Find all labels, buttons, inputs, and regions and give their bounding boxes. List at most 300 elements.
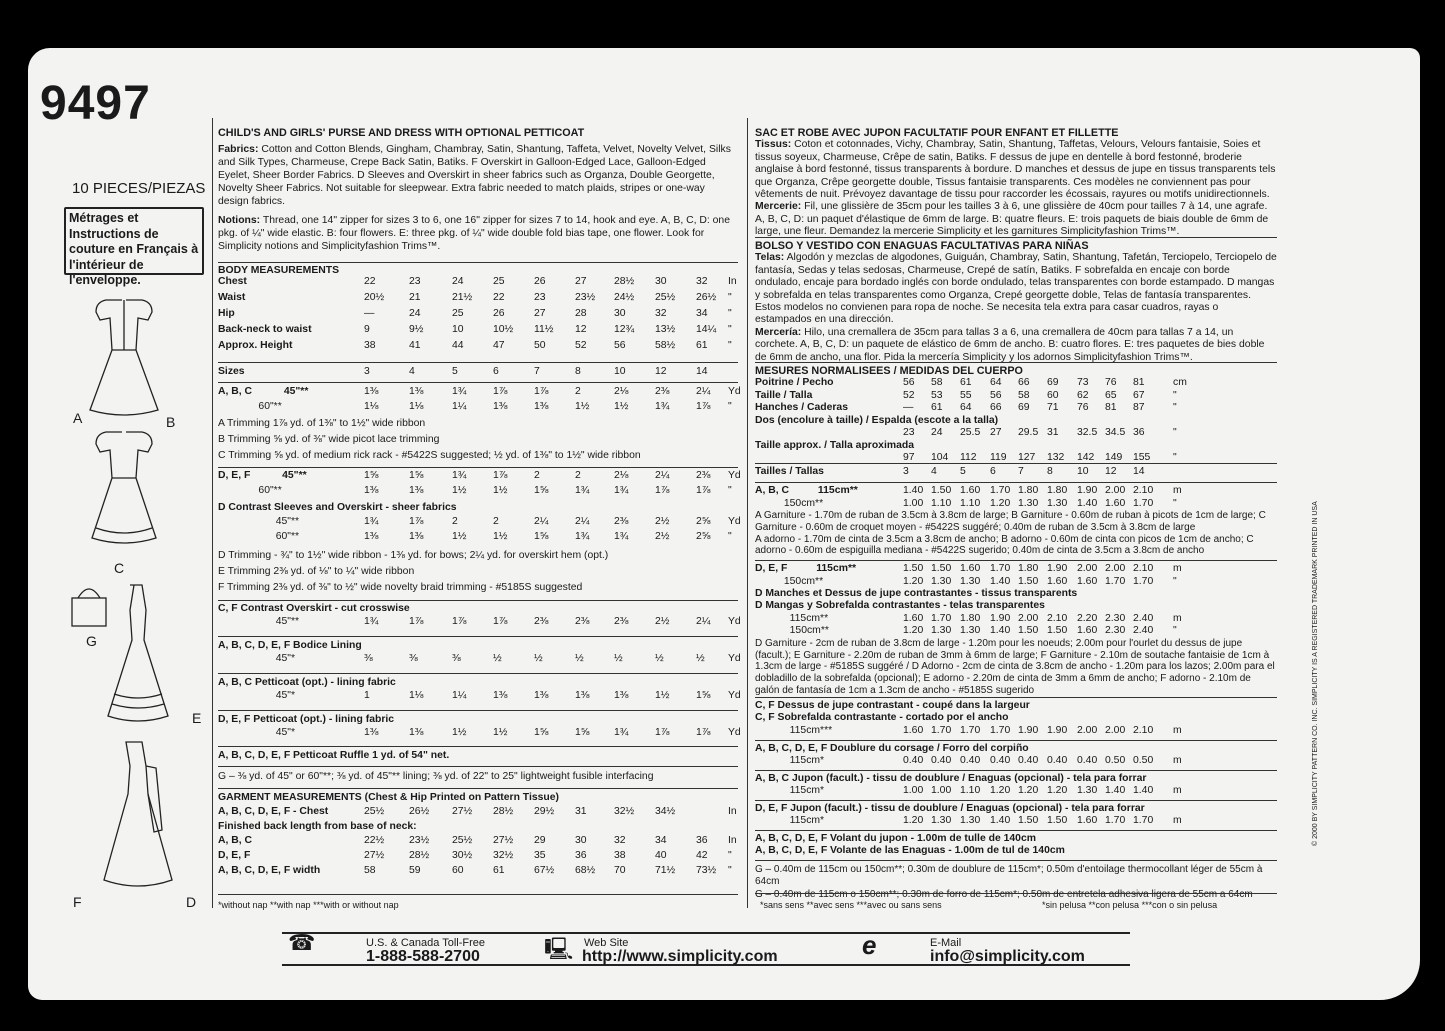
cell-value: 36 bbox=[575, 850, 587, 861]
cell-value: 2.30 bbox=[1105, 625, 1126, 637]
cell-value: 10 bbox=[1077, 466, 1089, 477]
cell-value: 1⅜ bbox=[534, 401, 549, 412]
table-row bbox=[755, 755, 1277, 768]
table-row bbox=[218, 516, 741, 531]
cell-value: 1⅞ bbox=[409, 516, 424, 527]
cell-value: 52 bbox=[903, 389, 915, 401]
cell-value: 0.40 bbox=[1047, 755, 1068, 767]
cell-unit: Yd bbox=[728, 727, 741, 738]
cell-value: 13½ bbox=[655, 324, 676, 335]
table-row bbox=[755, 466, 1277, 479]
cell-value: 32½ bbox=[614, 806, 635, 817]
cell-value: 1.70 bbox=[1105, 815, 1126, 827]
table-row bbox=[218, 835, 738, 850]
cell-value: 1⅞ bbox=[493, 386, 508, 397]
table-row bbox=[755, 377, 1277, 390]
cell-value: 2⅜ bbox=[614, 516, 629, 527]
cell-value: 0.40 bbox=[1018, 755, 1039, 767]
cell-unit: " bbox=[1173, 625, 1177, 637]
cell-value: 14¼ bbox=[696, 324, 717, 335]
cell-value: 1⅞ bbox=[696, 485, 711, 496]
metric-volant: A, B, C, D, E, F Volant du jupon - 1.00m de tulle de 140cm A, B, C, D, E, F Volante de las Enaguas - 1.00m de tul de 140cm bbox=[755, 833, 1065, 857]
cell-value: 1⅝ bbox=[534, 727, 549, 738]
cell-value: 24 bbox=[409, 308, 421, 319]
row-label: 115cm* bbox=[755, 785, 825, 797]
cell-value: 1.50 bbox=[903, 563, 924, 574]
cell-value: 61 bbox=[493, 865, 505, 876]
cell-value: 1¾ bbox=[575, 531, 590, 542]
cell-value: 23 bbox=[903, 427, 915, 439]
cell-value: 1.70 bbox=[990, 563, 1011, 574]
cell-value: 26 bbox=[493, 308, 505, 319]
cell-value: 1.00 bbox=[931, 785, 952, 797]
cell-value: 34 bbox=[655, 835, 667, 846]
cell-value: 155 bbox=[1133, 452, 1151, 464]
cell-value: 1⅜ bbox=[364, 727, 379, 738]
cell-value: 1⅞ bbox=[452, 616, 467, 627]
cell-unit: " bbox=[728, 401, 732, 412]
metric-jabc: A, B, C Jupon (facult.) - tissu de doublure / Enaguas (opcional) - tela para forrar 115cm* 1.00 1.00 1.10 1.20 1.20 1.20 1.30 1.40 1.40 m bbox=[755, 773, 1277, 798]
cell-value: 0.40 bbox=[990, 755, 1011, 767]
cell-value: 1⅜ bbox=[409, 386, 424, 397]
cell-value: 25 bbox=[452, 308, 464, 319]
cell-value: 32 bbox=[696, 276, 708, 287]
cell-value: 1.20 bbox=[1018, 785, 1039, 797]
cell-value: 28½ bbox=[409, 850, 430, 861]
cell-value: 2⅜ bbox=[614, 616, 629, 627]
cell-value: 25 bbox=[493, 276, 505, 287]
cell-value: 36 bbox=[696, 835, 708, 846]
cell-value: 0.40 bbox=[931, 755, 952, 767]
cell-value: 0.50 bbox=[1133, 755, 1154, 767]
row-label: Back-neck to waist bbox=[218, 324, 312, 335]
row-label: A, B, C bbox=[218, 835, 253, 846]
cell-value: 60 bbox=[452, 865, 464, 876]
cell-unit: m bbox=[1173, 485, 1182, 496]
cell-value: 27½ bbox=[452, 806, 473, 817]
cell-unit: " bbox=[728, 850, 732, 861]
cell-value: 36 bbox=[1133, 427, 1145, 439]
cell-value: 1½ bbox=[575, 401, 590, 412]
cell-value: 34 bbox=[696, 308, 708, 319]
cell-value: 20½ bbox=[364, 292, 385, 303]
cell-unit: " bbox=[728, 324, 732, 335]
cell-unit: " bbox=[728, 308, 732, 319]
dress-illustrations bbox=[34, 280, 218, 900]
cell-value: 104 bbox=[931, 452, 949, 464]
trims-def: D Trimming - ¾" to 1½" wide ribbon - 1⅜ yd. for bows; 2¼ yd. for overskirt hem (opt.) E Trimming 2⅜ yd. of ⅛" to ¼" wide ribbon F Trimming 2⅜ yd. of ⅜" to ½" wide novelty braid trimming - #5185S suggested bbox=[218, 550, 609, 593]
figure-label-c: C bbox=[114, 560, 125, 576]
cell-value: 58 bbox=[364, 865, 376, 876]
cell-value: 1⅝ bbox=[364, 470, 379, 481]
cell-unit: Yd bbox=[728, 516, 741, 527]
garment-measurements: GARMENT MEASUREMENTS (Chest & Hip Printed on Pattern Tissue) A, B, C, D, E, F - Chest 25½ 26½ 27½ 28½ 29½ 31 32½ 34½ In Finished back length from base of neck: A, B, C 22½ 23½ 25½ 27½ 29 30 32 34 36 In D, E, F 27½ 28½ 30½ 32½ 35 36 38 40 42 " A, B, C, D, E, F width 58 59 60 61 67½ 68½ 70 71½ 73½ " bbox=[218, 792, 738, 880]
cell-value: 64 bbox=[960, 402, 972, 414]
cell-value: 9 bbox=[364, 324, 370, 335]
cell-value: 1.10 bbox=[960, 497, 981, 509]
cell-value: 76 bbox=[1077, 402, 1089, 414]
row-label: Approx. Height bbox=[218, 340, 293, 351]
cell-value: 25½ bbox=[655, 292, 676, 303]
cell-value: 1.40 bbox=[990, 625, 1011, 637]
cell-value: 1.20 bbox=[990, 497, 1011, 509]
cell-value: ⅜ bbox=[364, 653, 373, 664]
cell-value: 71½ bbox=[655, 865, 676, 876]
table-row bbox=[218, 653, 741, 668]
cell-value: 41 bbox=[409, 340, 421, 351]
cell-value: 1¾ bbox=[614, 485, 629, 496]
cell-unit: Yd bbox=[728, 690, 741, 701]
cell-value: — bbox=[364, 308, 375, 319]
cell-value: 66 bbox=[990, 402, 1002, 414]
cell-value: 32 bbox=[655, 308, 667, 319]
cell-value: 1.80 bbox=[1047, 485, 1068, 496]
cell-value: 1⅞ bbox=[534, 386, 549, 397]
cell-value: 2.10 bbox=[1133, 563, 1154, 574]
cell-value: 2¼ bbox=[534, 516, 549, 527]
cell-value: 28½ bbox=[614, 276, 635, 287]
cell-unit: m bbox=[1173, 724, 1182, 736]
cell-value: 1.80 bbox=[960, 612, 981, 624]
cell-value: 7 bbox=[534, 366, 540, 377]
table-row bbox=[218, 324, 738, 340]
cell-value: 7 bbox=[1018, 466, 1024, 477]
cell-value: 1.40 bbox=[990, 815, 1011, 827]
table-row bbox=[755, 725, 1277, 738]
row-label: 60"** bbox=[218, 485, 282, 496]
cell-value: 1¼ bbox=[452, 690, 467, 701]
cell-value: 1¾ bbox=[364, 616, 379, 627]
cell-value: 69 bbox=[1018, 402, 1030, 414]
row-label: 115cm* bbox=[755, 755, 825, 767]
cell-value: 76 bbox=[1105, 377, 1117, 389]
nap-note-fr: *sans sens **avec sens ***avec ou sans sens bbox=[760, 900, 942, 910]
cell-value: ½ bbox=[614, 653, 623, 664]
metric-measurements: MESURES NORMALISEES / MEDIDAS DEL CUERPO Poitrine / Pecho 56 58 61 64 66 69 73 76 81 cm Taille / Talla 52 53 55 56 58 60 62 65 67 " Hanches / Caderas — 61 64 66 69 71 76 81 87 " Dos (encolure à taille) / Espalda (escote a la talla) 23 24 25.5 27 29.5 31 32.5 34.5 36 " Taille approx. / Talla aproximada 97 104 112 119 127 132 142 149 155 " bbox=[755, 365, 1277, 465]
cell-value: 14 bbox=[696, 366, 708, 377]
cell-value: 1.30 bbox=[960, 625, 981, 637]
cell-value: 1¾ bbox=[364, 516, 379, 527]
cell-value: 58 bbox=[1018, 389, 1030, 401]
row-label: 150cm** bbox=[755, 575, 824, 587]
table-row bbox=[755, 815, 1277, 828]
cell-value: ½ bbox=[493, 653, 502, 664]
cell-value: 2¼ bbox=[575, 516, 590, 527]
table-row bbox=[218, 401, 738, 416]
email-link[interactable]: info@simplicity.com bbox=[930, 948, 1085, 965]
cell-value: 1.60 bbox=[960, 563, 981, 574]
cell-value: 0.50 bbox=[1105, 755, 1126, 767]
cell-value: 1.50 bbox=[931, 563, 952, 574]
cell-value: 2.00 bbox=[1105, 563, 1126, 574]
cell-value: 1.40 bbox=[1133, 785, 1154, 797]
cell-value: 1.70 bbox=[1133, 815, 1154, 827]
computer-icon: 🖳 bbox=[544, 936, 574, 961]
cell-value: 1⅛ bbox=[364, 401, 379, 412]
cell-value: 26½ bbox=[409, 806, 430, 817]
cell-value: 30½ bbox=[452, 850, 473, 861]
cell-value: 2.10 bbox=[1133, 485, 1154, 496]
cell-value: 1⅞ bbox=[655, 727, 670, 738]
cell-value: 61 bbox=[931, 402, 943, 414]
web-link[interactable]: http://www.simplicity.com bbox=[582, 948, 778, 965]
cell-value: 1⅜ bbox=[493, 401, 508, 412]
cell-value: 1.60 bbox=[1077, 815, 1098, 827]
cell-value: 81 bbox=[1133, 377, 1145, 389]
cell-value: 1.00 bbox=[903, 785, 924, 797]
cell-value: 42 bbox=[696, 850, 708, 861]
cell-value: 1.60 bbox=[1047, 575, 1068, 587]
cell-value: 73½ bbox=[696, 865, 717, 876]
table-row bbox=[218, 531, 738, 546]
cell-unit: " bbox=[728, 340, 732, 351]
cell-value: 71 bbox=[1047, 402, 1059, 414]
cell-value: 2½ bbox=[655, 616, 670, 627]
cell-value: 1.70 bbox=[1105, 575, 1126, 587]
row-label: 60"** bbox=[218, 531, 300, 542]
cell-value: 1.60 bbox=[1105, 497, 1126, 509]
cell-value: 1¾ bbox=[452, 470, 467, 481]
table-row bbox=[218, 806, 738, 821]
cell-value: 2 bbox=[493, 516, 499, 527]
cell-value: 14 bbox=[1133, 466, 1145, 477]
cell-value: 112 bbox=[960, 452, 977, 464]
cell-value: 1.90 bbox=[1047, 724, 1068, 736]
abc-petticoat: A, B, C Petticoat (opt.) - lining fabric 45"* 1 1⅛ 1¼ 1⅜ 1⅜ 1⅜ 1⅜ 1½ 1⅝ Yd bbox=[218, 677, 738, 705]
cell-value: 29½ bbox=[534, 806, 555, 817]
cell-value: 1.30 bbox=[931, 815, 952, 827]
table-row bbox=[218, 276, 738, 292]
cell-value: 81 bbox=[1105, 402, 1117, 414]
cell-value: — bbox=[903, 402, 914, 414]
cell-unit: m bbox=[1173, 755, 1182, 767]
cell-value: 1½ bbox=[493, 531, 508, 542]
cell-value: 1.90 bbox=[1047, 563, 1068, 574]
table-row bbox=[755, 485, 1277, 498]
cell-unit: " bbox=[728, 485, 732, 496]
cell-value: 2.10 bbox=[1047, 612, 1068, 624]
cell-value: 2 bbox=[575, 470, 581, 481]
cell-value: 28 bbox=[575, 308, 587, 319]
metric-sizes bbox=[755, 466, 1277, 479]
cell-value: 52 bbox=[575, 340, 587, 351]
row-label: 115cm*** bbox=[755, 724, 833, 736]
cell-value: 1.70 bbox=[931, 612, 952, 624]
cell-value: 2.00 bbox=[1105, 724, 1126, 736]
def-petticoat: D, E, F Petticoat (opt.) - lining fabric 45"* 1⅜ 1⅜ 1½ 1½ 1⅝ 1⅝ 1¾ 1⅞ 1⅞ Yd bbox=[218, 714, 738, 742]
cell-unit: In bbox=[728, 835, 737, 846]
cell-value: 12 bbox=[1105, 466, 1117, 477]
cell-value: 6 bbox=[990, 466, 996, 477]
cell-value: 34½ bbox=[655, 806, 676, 817]
row-label: Poitrine / Pecho bbox=[755, 377, 834, 389]
cell-value: 1⅜ bbox=[409, 531, 424, 542]
cell-unit: In bbox=[728, 276, 737, 287]
cell-value: 2⅝ bbox=[696, 531, 711, 542]
cell-value: 2 bbox=[452, 516, 458, 527]
cell-value: 1.50 bbox=[1047, 815, 1068, 827]
cell-value: 30 bbox=[575, 835, 587, 846]
cell-value: 25½ bbox=[452, 835, 473, 846]
cell-value: 1.50 bbox=[1018, 815, 1039, 827]
cell-value: 1⅜ bbox=[364, 531, 379, 542]
cell-unit: " bbox=[1173, 497, 1177, 509]
cell-unit: " bbox=[728, 292, 732, 303]
cell-value: 2½ bbox=[655, 531, 670, 542]
cell-value: 10 bbox=[452, 324, 464, 335]
table-row bbox=[218, 386, 741, 401]
cell-value: 0.40 bbox=[960, 755, 981, 767]
cell-value: 1.30 bbox=[1077, 785, 1098, 797]
cell-value: 35 bbox=[534, 850, 546, 861]
cell-value: 47 bbox=[493, 340, 505, 351]
cell-value: 1⅝ bbox=[409, 470, 424, 481]
cell-value: 2.00 bbox=[1105, 485, 1126, 496]
cell-value: 1.60 bbox=[1077, 625, 1098, 637]
cell-value: 10½ bbox=[493, 324, 514, 335]
cell-value: 1.40 bbox=[903, 485, 924, 496]
cell-value: 1.70 bbox=[990, 485, 1011, 496]
cell-value: 2⅜ bbox=[696, 470, 711, 481]
cell-unit: " bbox=[1173, 427, 1177, 439]
cell-value: 1⅝ bbox=[534, 531, 549, 542]
sizes-row bbox=[218, 366, 738, 380]
cell-value: 53 bbox=[931, 389, 943, 401]
cell-value: 1.90 bbox=[1018, 724, 1039, 736]
cell-value: 68½ bbox=[575, 865, 596, 876]
french-section: SAC ET ROBE AVEC JUPON FACULTATIF POUR ENFANT ET FILLETTE Tissus: Coton et cotonnades, Vichy, Chambray, Satin, Shantung, Taffetas, Velours, Velours fantaisie, Soies et tissus soyeux, Charmeuse, Crêpe de satin, Batiks. F dessus de jupe en dentelle à bord festonné, broderie anglaise à bord festonné, tissus transparents à bordure. D manches et dessus de jupe en tissus transparents tels que Organza, Crêpe georgette double, Tissus fantaisie transparents. Ces modèles ne conviennent pas pour vêtements de nuit. Prévoyez davantage de tissu pour raccorder les écossais, rayures ou motifs unidirectionnels. Mercerie: Fil, une glissière de 35cm pour les tailles 3 à 6, une glissière de 40cm pour tailles 7 à 14, une agrafe. A, B, C, D: un paquet d'élastique de 6mm de large. B: quatre fleurs. E: trois paquets de biais double de 6mm de large, une fleur. Demandez la mercerie Simplicity et les garnitures Simplicityfashion Trims™. bbox=[755, 127, 1276, 238]
cell-value: 40 bbox=[655, 850, 667, 861]
cell-value: 1.80 bbox=[1018, 563, 1039, 574]
cell-value: 3 bbox=[903, 466, 909, 477]
cell-value: 66 bbox=[1018, 377, 1030, 389]
cell-value: 12¾ bbox=[614, 324, 635, 335]
pattern-number: 9497 bbox=[40, 77, 151, 130]
email-icon: e bbox=[862, 930, 877, 960]
figure-label-f: F bbox=[73, 894, 82, 910]
cell-value: 23 bbox=[534, 292, 546, 303]
cell-value: 70 bbox=[614, 865, 626, 876]
cell-value: 67 bbox=[1133, 389, 1145, 401]
cell-value: 1⅜ bbox=[409, 727, 424, 738]
cell-value: 30 bbox=[614, 308, 626, 319]
pieces-count: 10 PIECES/PIEZAS bbox=[72, 180, 206, 197]
row-label: 60"** bbox=[218, 401, 282, 412]
cell-value: 1 bbox=[364, 690, 370, 701]
cell-value: 38 bbox=[364, 340, 376, 351]
phone-number[interactable]: 1-888-588-2700 bbox=[366, 948, 480, 965]
phone-label: U.S. & Canada Toll-Free bbox=[366, 937, 486, 949]
cell-value: 56 bbox=[990, 389, 1002, 401]
cell-value: 1⅞ bbox=[493, 470, 508, 481]
row-label: Chest bbox=[218, 276, 247, 287]
cell-value: 12 bbox=[575, 324, 587, 335]
cell-value: 22 bbox=[493, 292, 505, 303]
cell-unit: " bbox=[1173, 402, 1177, 414]
cell-value: 30 bbox=[655, 276, 667, 287]
cell-value: 2 bbox=[534, 470, 540, 481]
row-label: D, E, F bbox=[218, 850, 251, 861]
cell-value: 11½ bbox=[534, 324, 554, 335]
cell-unit: m bbox=[1173, 785, 1182, 797]
cell-value: 26 bbox=[534, 276, 546, 287]
cell-value: 1.10 bbox=[931, 497, 952, 509]
table-row bbox=[218, 616, 741, 631]
cf-overskirt: C, F Contrast Overskirt - cut crosswise 45"** 1¾ 1⅞ 1⅞ 1⅞ 2⅜ 2⅜ 2⅜ 2½ 2¼ Yd bbox=[218, 603, 738, 631]
contact-footer bbox=[282, 928, 1142, 978]
yardage-def bbox=[218, 470, 741, 500]
cell-value: 10 bbox=[614, 366, 626, 377]
row-label: Sizes bbox=[218, 366, 245, 377]
cell-unit: Yd bbox=[728, 653, 741, 664]
cell-value: 44 bbox=[452, 340, 464, 351]
figure-label-d: D bbox=[186, 894, 197, 910]
web-label: Web Site bbox=[584, 937, 629, 949]
cell-value: 1.40 bbox=[1077, 497, 1098, 509]
cell-value: 69 bbox=[1047, 377, 1059, 389]
row-label: Tailles / Tallas bbox=[755, 466, 824, 477]
cell-value: 27½ bbox=[493, 835, 514, 846]
table-row bbox=[755, 563, 1277, 576]
cell-value: 61 bbox=[960, 377, 972, 389]
table-row bbox=[755, 427, 1277, 440]
cell-value: 23½ bbox=[409, 835, 430, 846]
cell-value: 1⅜ bbox=[409, 485, 424, 496]
cell-value: 1.50 bbox=[1018, 575, 1039, 587]
figure-label-b: B bbox=[166, 414, 176, 430]
cell-value: 3 bbox=[364, 366, 370, 377]
cell-value: 1.30 bbox=[931, 575, 952, 587]
cell-value: 2⅛ bbox=[614, 386, 629, 397]
trims-abc: A Trimming 1⅞ yd. of 1⅜" to 1½" wide ribbon B Trimming ⅝ yd. of ⅜" wide picot lace trimming C Trimming ⅝ yd. of medium rick rack - #5422S suggested; ½ yd. of 1⅜" to 1½" wide ribbon bbox=[218, 418, 641, 461]
cell-value: 0.40 bbox=[1077, 755, 1098, 767]
cell-value: 132 bbox=[1047, 452, 1065, 464]
cell-value: 1⅞ bbox=[493, 616, 508, 627]
table-row bbox=[218, 308, 738, 324]
cell-value: 23½ bbox=[575, 292, 596, 303]
figure-label-e: E bbox=[192, 710, 202, 726]
table-row bbox=[755, 613, 1277, 626]
cell-value: 29.5 bbox=[1018, 427, 1039, 439]
cell-unit: cm bbox=[1173, 377, 1187, 389]
cell-value: ½ bbox=[575, 653, 584, 664]
cell-value: 2⅜ bbox=[575, 616, 590, 627]
cell-value: 61 bbox=[696, 340, 708, 351]
cell-value: 32.5 bbox=[1077, 427, 1098, 439]
cell-value: 2⅜ bbox=[655, 386, 670, 397]
cell-value: 6 bbox=[493, 366, 499, 377]
table-row bbox=[755, 625, 1277, 638]
cell-value: 1.20 bbox=[1047, 785, 1068, 797]
row-label: 150cm** bbox=[755, 497, 824, 509]
cell-value: 1.10 bbox=[960, 785, 981, 797]
row-label: 45"** bbox=[218, 616, 300, 627]
cell-value: 24½ bbox=[614, 292, 635, 303]
cell-value: 22½ bbox=[364, 835, 385, 846]
cell-value: 58 bbox=[931, 377, 943, 389]
cell-value: 31 bbox=[1047, 427, 1059, 439]
cell-value: 1⅝ bbox=[696, 690, 711, 701]
cell-value: 1½ bbox=[655, 690, 670, 701]
cell-value: 2¼ bbox=[655, 470, 670, 481]
table-row bbox=[218, 850, 738, 865]
cell-value: ½ bbox=[696, 653, 705, 664]
cell-unit: Yd bbox=[728, 386, 741, 397]
cell-value: 1.70 bbox=[990, 724, 1011, 736]
metric-cf: C, F Dessus de jupe contrastant - coupé dans la largeur C, F Sobrefalda contrastante - cortado por el ancho 115cm*** 1.60 1.70 1.70 1.70 1.90 1.90 2.00 2.00 2.10 m bbox=[755, 700, 1277, 737]
row-label: D, E, F 115cm** bbox=[755, 563, 857, 574]
cell-unit: " bbox=[1173, 575, 1177, 587]
